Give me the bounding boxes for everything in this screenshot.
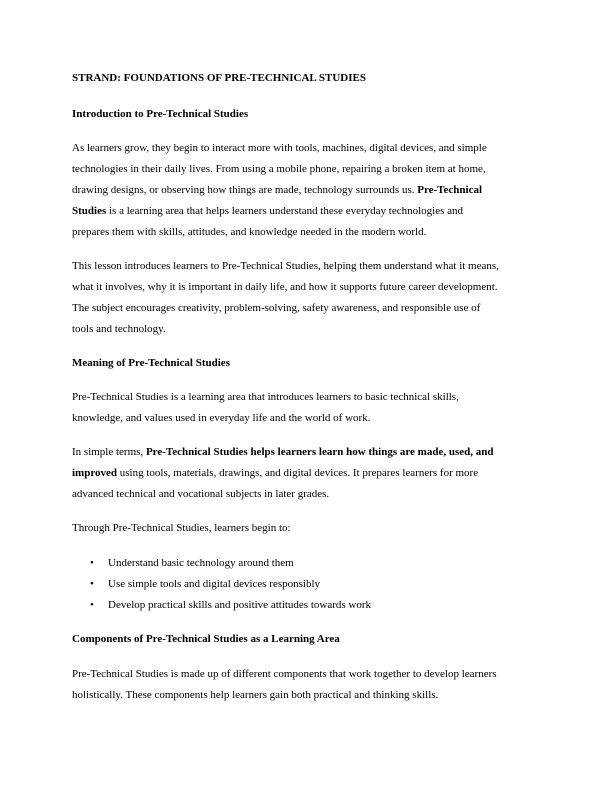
text-run: technologies in their daily lives. From using a mobile phone, repairing a broken item at home, xyxy=(72,163,486,175)
bullet-item xyxy=(90,578,321,591)
text-run: drawing designs, or observing how things are made, technology surrounds us. xyxy=(72,184,418,196)
text-run: Understand basic technology around them xyxy=(108,557,294,569)
bold-text: Meaning of Pre-Technical Studies xyxy=(72,357,230,369)
paragraph-line xyxy=(72,522,291,535)
bold-text: Introduction to Pre-Technical Studies xyxy=(72,108,249,120)
text-run: is a learning area that helps learners understand these everyday technologies and xyxy=(106,205,463,217)
paragraph-line xyxy=(72,689,438,702)
paragraph-line xyxy=(72,226,426,239)
strand-title: STRAND: FOUNDATIONS OF PRE-TECHNICAL STUDIES xyxy=(72,72,366,84)
text-run: The subject encourages creativity, problem-solving, safety awareness, and responsible use of xyxy=(72,302,481,314)
paragraph-line xyxy=(72,467,478,480)
section-heading xyxy=(72,633,340,646)
paragraph-line xyxy=(72,488,329,501)
paragraph-line xyxy=(72,323,166,336)
paragraph-line xyxy=(72,412,370,425)
bullet-icon: • xyxy=(90,557,94,569)
paragraph-line xyxy=(72,391,459,404)
text-run: In simple terms, xyxy=(72,446,146,458)
paragraph-line xyxy=(72,302,480,315)
section-heading xyxy=(72,357,230,370)
paragraph-line xyxy=(72,142,487,155)
paragraph-line xyxy=(72,281,498,294)
paragraph-line xyxy=(72,668,497,681)
text-run: tools and technology. xyxy=(72,323,166,335)
text-run: Through Pre-Technical Studies, learners begin to: xyxy=(72,522,291,534)
text-run: using tools, materials, drawings, and digital devices. It prepares learners for more xyxy=(117,467,479,479)
section-heading xyxy=(72,108,248,121)
bullet-item xyxy=(90,557,294,570)
text-run: Develop practical skills and positive attitudes towards work xyxy=(108,599,372,611)
text-run: knowledge, and values used in everyday life and the world of work. xyxy=(72,412,371,424)
text-run: holistically. These components help learners gain both practical and thinking skills. xyxy=(72,689,439,701)
paragraph-line xyxy=(72,260,499,273)
paragraph-line xyxy=(72,163,486,176)
bullet-item xyxy=(90,599,372,612)
paragraph-line xyxy=(72,184,482,197)
bold-text: Pre-Technical Studies helps learners learn how things are made, used, and xyxy=(145,446,494,458)
bullet-icon: • xyxy=(90,578,94,590)
text-run: what it involves, why it is important in daily life, and how it supports future career development. xyxy=(72,281,498,293)
text-run: prepares them with skills, attitudes, and knowledge needed in the modern world. xyxy=(72,226,427,238)
text-run: Use simple tools and digital devices responsibly xyxy=(108,578,321,590)
text-run: Pre-Technical Studies is a learning area that introduces learners to basic technical skills, xyxy=(72,391,459,403)
text-run: advanced technical and vocational subjects in later grades. xyxy=(72,488,330,500)
paragraph-line xyxy=(72,446,493,459)
bullet-icon: • xyxy=(90,599,94,611)
text-run: As learners grow, they begin to interact more with tools, machines, digital devices, and simple xyxy=(72,142,487,154)
bold-text: Pre-Technical xyxy=(417,184,483,196)
bold-text: Components of Pre-Technical Studies as a Learning Area xyxy=(72,633,340,645)
text-run: This lesson introduces learners to Pre-Technical Studies, helping them understand what it means, xyxy=(72,260,499,272)
paragraph-line xyxy=(72,205,463,218)
bold-text: Studies xyxy=(72,205,107,217)
text-run: Pre-Technical Studies is made up of different components that work together to develop learners xyxy=(72,668,497,680)
bold-text: improved xyxy=(72,467,118,479)
